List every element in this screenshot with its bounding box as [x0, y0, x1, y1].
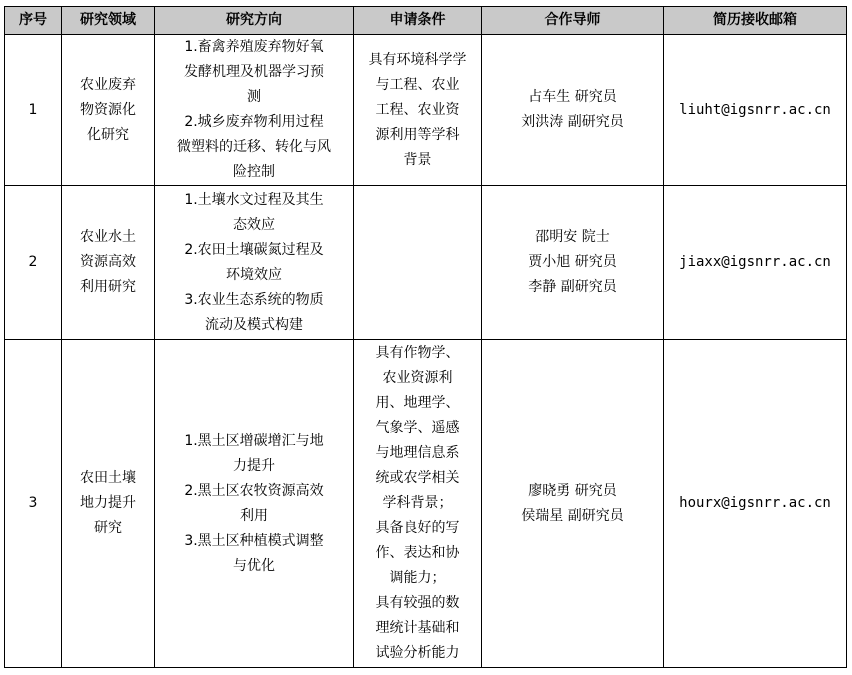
- requirement-line: 用、地理学、: [375, 395, 460, 411]
- requirement-line: 理统计基础和: [375, 620, 460, 636]
- advisors: [482, 340, 664, 668]
- field-line: 地力提升: [80, 495, 136, 511]
- advisors: [482, 186, 664, 340]
- direction-line: 与优化: [233, 557, 275, 574]
- header-advisor: 合作导师: [482, 7, 664, 35]
- research-field: [62, 186, 155, 340]
- table-row: [5, 35, 847, 186]
- direction-line: 环境效应: [226, 266, 282, 283]
- advisor-name: 李静 副研究员: [528, 279, 617, 295]
- requirement-line: 试验分析能力: [375, 645, 460, 661]
- requirement-line: 作、表达和协: [375, 545, 460, 561]
- field-line: 研究: [94, 520, 122, 536]
- email-address[interactable]: hourx@igsnrr.ac.cn: [664, 340, 847, 668]
- direction-line: 2.城乡废弃物利用过程: [184, 114, 324, 130]
- table-row: [5, 340, 847, 668]
- row-index: 2: [5, 186, 62, 340]
- header-direction: 研究方向: [155, 7, 354, 35]
- application-requirements: [354, 35, 482, 186]
- advisor-name: 廖晓勇 研究员: [528, 482, 617, 499]
- field-line: 资源高效: [80, 254, 136, 270]
- direction-line: 发酵机理及机器学习预: [184, 64, 324, 80]
- requirement-line: 具有较强的数: [375, 595, 460, 611]
- requirement-line: 学科背景；: [382, 495, 453, 511]
- direction-line: 流动及模式构建: [205, 316, 303, 333]
- field-line: 农业废弃: [80, 76, 136, 93]
- direction-line: 3.黑土区种植模式调整: [184, 532, 324, 549]
- direction-line: 险控制: [233, 164, 275, 180]
- direction-line: 3.农业生态系统的物质: [184, 291, 324, 308]
- research-field: [62, 340, 155, 668]
- direction-line: 利用: [240, 507, 268, 524]
- advisor-name: 刘洪涛 副研究员: [521, 114, 624, 130]
- header-email: 简历接收邮箱: [664, 7, 847, 35]
- field-line: 化研究: [87, 126, 129, 143]
- row-index: 1: [5, 35, 62, 186]
- research-field: [62, 35, 155, 186]
- field-line: 农业水土: [80, 229, 136, 245]
- direction-line: 力提升: [233, 457, 275, 474]
- email-address[interactable]: liuht@igsnrr.ac.cn: [664, 35, 847, 186]
- advisor-name: 贾小旭 研究员: [528, 254, 617, 270]
- requirement-line: 与工程、农业: [375, 76, 460, 93]
- advisor-name: 邵明安 院士: [535, 229, 610, 245]
- requirement-line: 农业资源利: [382, 370, 453, 386]
- direction-line: 测: [247, 89, 261, 105]
- header-index: 序号: [5, 7, 62, 35]
- email-address[interactable]: jiaxx@igsnrr.ac.cn: [664, 186, 847, 340]
- direction-line: 微塑料的迁移、转化与风: [177, 139, 331, 155]
- header-row: [5, 7, 847, 35]
- field-line: 农田土壤: [80, 470, 136, 486]
- advisor-name: 占车生 研究员: [528, 89, 617, 105]
- direction-line: 2.黑土区农牧资源高效: [184, 482, 324, 499]
- requirement-line: 与地理信息系: [375, 445, 460, 461]
- advisors: [482, 35, 664, 186]
- application-requirements: [354, 186, 482, 340]
- requirement-line: 调能力；: [389, 570, 446, 586]
- direction-line: 2.农田土壤碳氮过程及: [184, 241, 324, 258]
- direction-line: 1.土壤水文过程及其生: [184, 191, 324, 208]
- table-row: [5, 186, 847, 340]
- requirement-line: 源利用等学科: [375, 126, 460, 143]
- requirement-line: 具有环境科学学: [368, 51, 467, 68]
- research-direction: [155, 186, 354, 340]
- field-line: 利用研究: [80, 279, 136, 295]
- advisor-name: 侯瑞星 副研究员: [521, 507, 624, 524]
- requirement-line: 背景: [403, 151, 432, 168]
- direction-line: 1.黑土区增碳增汇与地: [184, 432, 324, 449]
- requirement-line: 统或农学相关: [375, 470, 460, 486]
- requirement-line: 具备良好的写: [375, 520, 460, 536]
- requirement-line: 气象学、遥感: [375, 420, 460, 436]
- direction-line: 态效应: [233, 216, 275, 233]
- row-index: 3: [5, 340, 62, 668]
- header-requirements: 申请条件: [354, 7, 482, 35]
- requirement-line: 具有作物学、: [375, 345, 460, 361]
- requirement-line: 工程、农业资: [375, 101, 460, 118]
- direction-line: 1.畜禽养殖废弃物好氧: [184, 39, 324, 55]
- research-direction: [155, 340, 354, 668]
- application-requirements: [354, 340, 482, 668]
- header-field: 研究领域: [62, 7, 155, 35]
- research-direction: [155, 35, 354, 186]
- postdoc-positions-table: [4, 6, 847, 668]
- field-line: 物资源化: [80, 101, 136, 118]
